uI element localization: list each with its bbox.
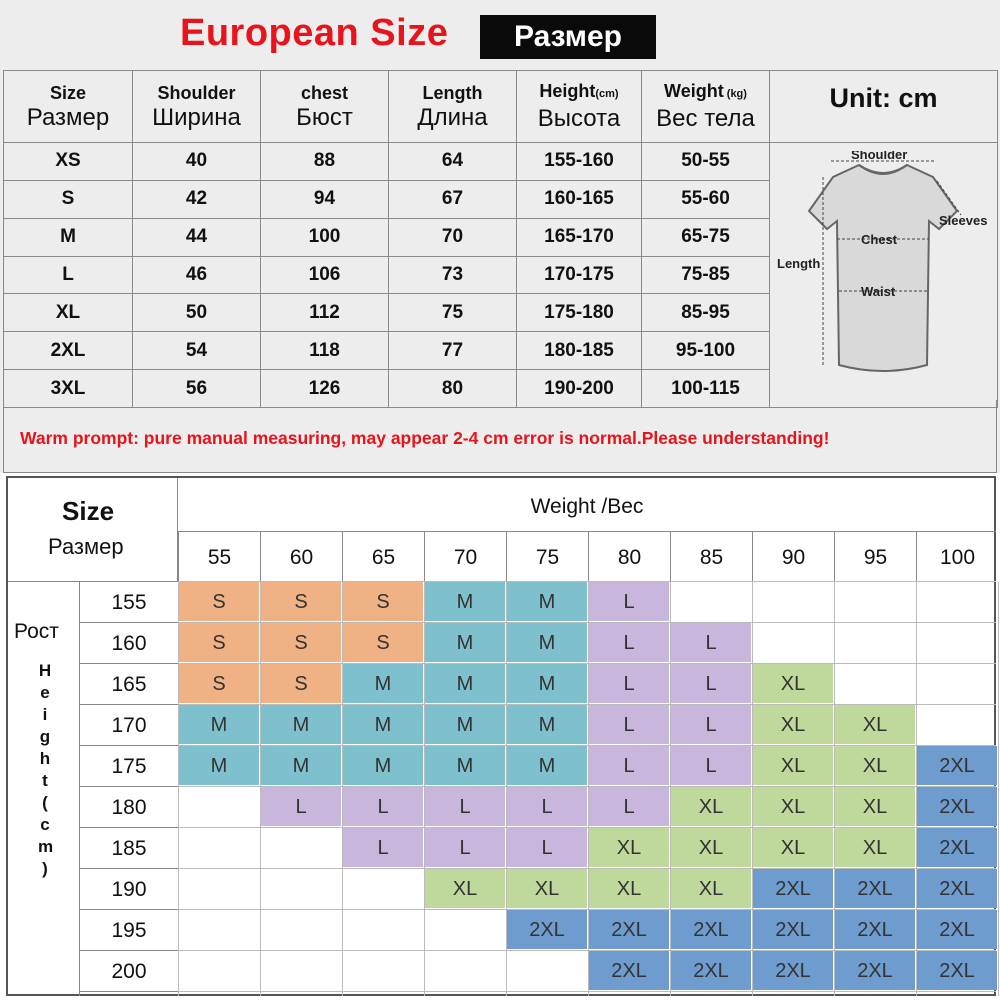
warning-note: Warm prompt: pure manual measuring, may appear 2-4 cm error is normal.Please understanding!: [20, 428, 830, 448]
table-cell: L: [4, 256, 133, 294]
size-cell: XL: [835, 746, 915, 785]
weight-col-header: 65: [342, 532, 424, 582]
table-cell: 54: [133, 332, 261, 370]
table-header-row: [4, 71, 998, 143]
size-cell: 2XL: [671, 910, 751, 949]
size-cell: L: [589, 746, 669, 785]
size-cell: S: [261, 623, 341, 662]
size-cell: M: [425, 705, 505, 744]
grid-line: [998, 582, 999, 996]
size-cell: XL: [753, 828, 833, 867]
height-label-char: (: [42, 793, 48, 812]
title-badge: Размер: [480, 15, 656, 59]
table-cell: 118: [261, 332, 389, 370]
table-cell: 75-85: [642, 256, 770, 294]
size-cell: S: [261, 582, 341, 621]
diagram-label-sleeves: Sleeves: [938, 213, 987, 228]
grid-line: [178, 991, 996, 992]
header-ru-label: Размер: [26, 103, 110, 131]
note-row: [3, 400, 997, 473]
table-cell: 40: [133, 143, 261, 181]
size-cell: XL: [425, 869, 505, 908]
page-title: European Size: [180, 12, 449, 54]
size-cell: XL: [671, 869, 751, 908]
height-label-vertical: [38, 660, 52, 880]
table-cell: 112: [261, 294, 389, 332]
height-row-header: 190: [80, 869, 178, 910]
header-ru-label: Бюст: [296, 103, 353, 131]
size-cell: M: [179, 705, 259, 744]
table-cell: 42: [133, 180, 261, 218]
height-row-header: 195: [80, 910, 178, 951]
size-cell: M: [425, 664, 505, 703]
size-cell: L: [671, 705, 751, 744]
size-cell: S: [179, 664, 259, 703]
weight-col-header: 90: [752, 532, 834, 582]
size-cell: L: [343, 828, 423, 867]
size-cell: M: [507, 664, 587, 703]
table-cell: 126: [261, 370, 389, 408]
size-cell: L: [671, 664, 751, 703]
table-cell: 160-165: [517, 180, 642, 218]
header-en-label: Shoulder: [157, 82, 236, 103]
table-cell: 94: [261, 180, 389, 218]
height-label-char: h: [39, 749, 51, 768]
height-label-char: m: [38, 837, 54, 856]
size-cell: S: [343, 623, 423, 662]
size-cell: M: [343, 705, 423, 744]
table-cell: S: [4, 180, 133, 218]
header-en-label: Size: [49, 82, 87, 103]
header-length: [389, 71, 517, 143]
size-cell: XL: [753, 664, 833, 703]
size-cell: XL: [753, 705, 833, 744]
table-cell: 50: [133, 294, 261, 332]
size-cell: XL: [589, 828, 669, 867]
height-label-char: e: [40, 683, 50, 702]
size-header: [8, 478, 178, 582]
size-cell: 2XL: [835, 951, 915, 990]
size-cell: M: [343, 746, 423, 785]
table-cell: 85-95: [642, 294, 770, 332]
header-unit: (cm): [595, 88, 619, 100]
size-cell: 2XL: [917, 910, 997, 949]
size-cell: 2XL: [671, 951, 751, 990]
size-cell: M: [179, 746, 259, 785]
size-cell: L: [589, 664, 669, 703]
height-label-char: t: [42, 771, 48, 790]
size-cell: 2XL: [589, 951, 669, 990]
size-measurement-table: [3, 70, 998, 408]
size-cell: XL: [671, 787, 751, 826]
size-chart-grid: [6, 476, 996, 996]
table-cell: 73: [389, 256, 517, 294]
size-cell: M: [507, 623, 587, 662]
table-cell: 44: [133, 218, 261, 256]
size-cell: XL: [835, 828, 915, 867]
size-cell: XL: [753, 787, 833, 826]
weight-col-header: 80: [588, 532, 670, 582]
table-cell: 55-60: [642, 180, 770, 218]
height-label-char: H: [38, 661, 52, 680]
header-ru-label: Высота: [537, 105, 621, 132]
table-cell: 190-200: [517, 370, 642, 408]
size-cell: 2XL: [835, 869, 915, 908]
header-chest: [261, 71, 389, 143]
header-height: [517, 71, 642, 143]
height-label-char: c: [40, 815, 50, 834]
tshirt-diagram: [770, 143, 998, 408]
height-row-header: 185: [80, 828, 178, 869]
table-cell: 46: [133, 256, 261, 294]
table-cell: 170-175: [517, 256, 642, 294]
height-row-header: 165: [80, 664, 178, 705]
height-label: [8, 582, 80, 996]
table-cell: 56: [133, 370, 261, 408]
size-header-en: Size: [62, 496, 115, 526]
size-cell: XL: [835, 787, 915, 826]
table-cell: 80: [389, 370, 517, 408]
table-cell: 67: [389, 180, 517, 218]
size-cell: XL: [589, 869, 669, 908]
table-cell: 70: [389, 218, 517, 256]
size-cell: 2XL: [589, 910, 669, 949]
table-cell: 65-75: [642, 218, 770, 256]
table-cell: XL: [4, 294, 133, 332]
diagram-label-shoulder: Shoulder: [850, 151, 907, 162]
size-cell: M: [425, 746, 505, 785]
height-label-char: ): [42, 859, 48, 878]
size-cell: 2XL: [753, 869, 833, 908]
table-body: [4, 143, 998, 408]
table-cell: 165-170: [517, 218, 642, 256]
size-cell: M: [261, 746, 341, 785]
size-cell: L: [425, 828, 505, 867]
size-cell: M: [507, 705, 587, 744]
header-shoulder: [133, 71, 261, 143]
height-row-header: 200: [80, 951, 178, 992]
size-cell: M: [343, 664, 423, 703]
size-header-ru: Размер: [48, 534, 124, 559]
tshirt-diagram-svg: [771, 151, 997, 401]
header-ru-label: Вес тела: [656, 105, 755, 132]
title-bar: [0, 0, 1000, 70]
table-cell: 50-55: [642, 143, 770, 181]
header-en-label: Height(cm): [539, 81, 619, 101]
header-ru-label: Ширина: [152, 103, 241, 131]
size-cell: M: [507, 582, 587, 621]
size-cell: 2XL: [835, 910, 915, 949]
weight-col-header: 85: [670, 532, 752, 582]
diagram-label-length: Length: [776, 256, 820, 271]
size-cell: XL: [753, 746, 833, 785]
size-cell: 2XL: [753, 951, 833, 990]
height-label-char: g: [39, 727, 51, 746]
table-cell: 155-160: [517, 143, 642, 181]
size-cell: L: [589, 623, 669, 662]
size-cell: 2XL: [917, 787, 997, 826]
size-cell: L: [343, 787, 423, 826]
size-cell: M: [425, 582, 505, 621]
size-cell: L: [589, 582, 669, 621]
size-cell: S: [343, 582, 423, 621]
table-cell: 75: [389, 294, 517, 332]
header-en-label: Length: [422, 82, 483, 103]
height-row-header: 160: [80, 623, 178, 664]
size-cell: L: [671, 746, 751, 785]
height-row-header: 180: [80, 787, 178, 828]
size-cell: S: [261, 664, 341, 703]
header-unit: (kg): [723, 88, 747, 100]
table-cell: 64: [389, 143, 517, 181]
size-cell: L: [507, 828, 587, 867]
size-cell: M: [425, 623, 505, 662]
size-cell: M: [507, 746, 587, 785]
height-row-header: 155: [80, 582, 178, 623]
table-cell: 95-100: [642, 332, 770, 370]
table-cell: 100-115: [642, 370, 770, 408]
unit-label: Unit: cm: [770, 71, 998, 143]
table-cell: 3XL: [4, 370, 133, 408]
table-cell: 180-185: [517, 332, 642, 370]
diagram-label-waist: Waist: [860, 284, 895, 299]
table-cell: XS: [4, 143, 133, 181]
table-cell: 175-180: [517, 294, 642, 332]
size-cell: M: [261, 705, 341, 744]
size-cell: XL: [835, 705, 915, 744]
header-size: [4, 71, 133, 143]
header-ru-label: Длина: [417, 103, 488, 131]
weight-col-header: 75: [506, 532, 588, 582]
size-cell: S: [179, 623, 259, 662]
header-weight: [642, 71, 770, 143]
size-cell: 2XL: [917, 828, 997, 867]
header-en-label: chest: [300, 82, 349, 103]
size-cell: L: [589, 787, 669, 826]
weight-col-header: 60: [260, 532, 342, 582]
weight-col-header: 95: [834, 532, 916, 582]
weight-col-header: 100: [916, 532, 998, 582]
size-cell: 2XL: [507, 910, 587, 949]
size-info-panel: [0, 0, 1000, 473]
size-cell: XL: [507, 869, 587, 908]
height-row-header: 170: [80, 705, 178, 746]
size-cell: L: [507, 787, 587, 826]
size-cell: L: [261, 787, 341, 826]
size-cell: L: [671, 623, 751, 662]
height-label-ru: Рост: [14, 620, 59, 643]
table-cell: M: [4, 218, 133, 256]
table-cell: 106: [261, 256, 389, 294]
table-cell: 100: [261, 218, 389, 256]
size-cell: S: [179, 582, 259, 621]
diagram-label-chest: Chest: [860, 232, 897, 247]
size-cell: 2XL: [753, 910, 833, 949]
height-row-header: 175: [80, 746, 178, 787]
size-cell: 2XL: [917, 869, 997, 908]
weight-col-header: 55: [178, 532, 260, 582]
size-cell: 2XL: [917, 746, 997, 785]
table-cell: 77: [389, 332, 517, 370]
size-cell: XL: [671, 828, 751, 867]
weight-title: Weight /Bec: [178, 478, 996, 532]
table-row: [4, 143, 998, 181]
size-cell: L: [589, 705, 669, 744]
height-label-char: i: [42, 705, 48, 724]
size-cell: L: [425, 787, 505, 826]
size-cell: 2XL: [917, 951, 997, 990]
table-cell: 2XL: [4, 332, 133, 370]
header-en-label: Weight (kg): [664, 81, 747, 101]
table-cell: 88: [261, 143, 389, 181]
weight-col-header: 70: [424, 532, 506, 582]
